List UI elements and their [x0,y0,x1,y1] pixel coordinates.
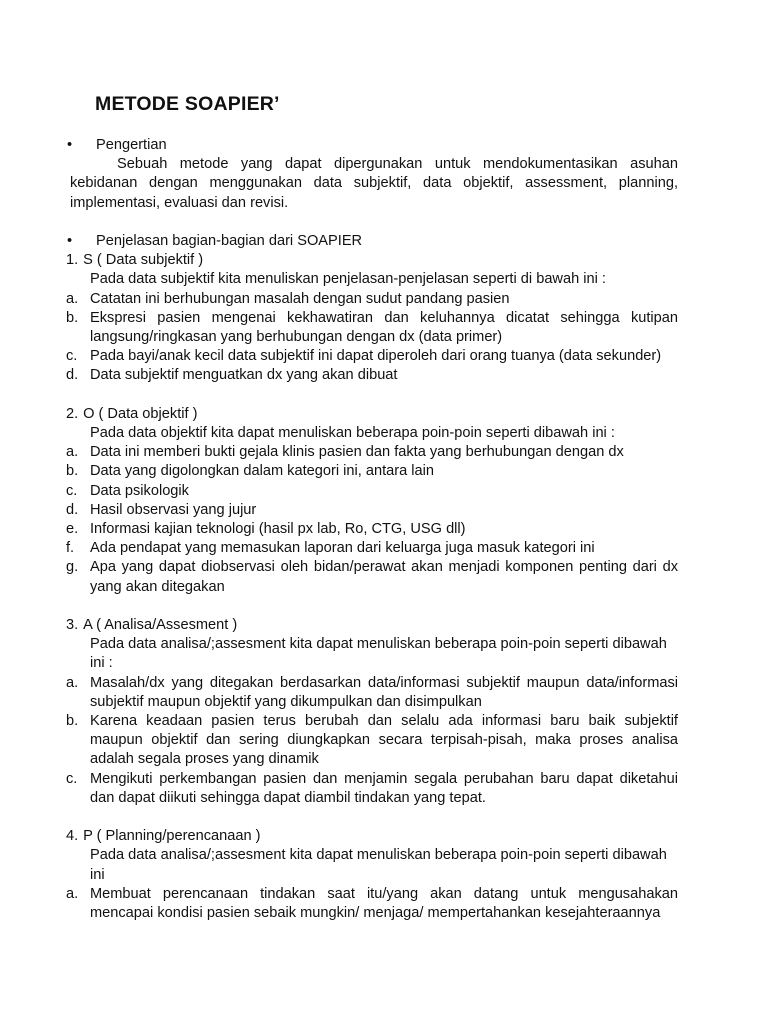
section-heading [66,405,678,424]
item-marker: b. [66,713,79,730]
section-title: O ( Data objektif ) [83,405,198,422]
item-marker: b. [66,463,79,480]
section-number: 4. [66,828,79,845]
item-marker: a. [66,444,79,461]
section-number: 1. [66,252,79,269]
section-heading-text [75,617,237,633]
section-intro: Pada data subjektif kita menuliskan penjelasan-penjelasan seperti di bawah ini : [90,271,606,288]
section-subjektif [66,251,678,385]
list-item [66,558,678,596]
pengertian-heading-line [66,136,678,155]
item-marker: a. [66,674,79,691]
list-item [66,770,678,808]
list-item [66,290,678,309]
item-marker: d. [66,501,79,518]
section-heading [66,827,678,846]
section-heading [66,616,678,635]
section-intro: Pada data analisa/;assesment kita dapat menuliskan beberapa poin-poin seperti dibawah ini : [90,636,667,672]
list-item [66,520,678,539]
item-marker: c. [66,770,78,787]
bullet-icon: • [67,137,73,153]
item-marker: g. [66,559,79,576]
section-analisa [66,616,678,808]
penjelasan-heading-line [66,232,678,251]
section-heading [66,251,678,270]
item-text: Apa yang dapat diobservasi oleh bidan/perawat akan menjadi komponen penting dari dx yang akan ditegakan [90,559,678,595]
section-heading-text [75,252,203,268]
item-marker: d. [66,367,79,384]
item-marker: e. [66,521,79,538]
item-marker: c. [66,482,78,499]
section-heading-text [75,828,261,844]
document-title: METODE SOAPIER’ [95,93,280,115]
item-text: Catatan ini berhubungan masalah dengan sudut pandang pasien [90,290,510,307]
item-text: Data ini memberi bukti gejala klinis pasien dan fakta yang berhubungan dengan dx [90,444,624,461]
list-item [66,462,678,481]
list-item [66,443,678,462]
section-planning [66,827,678,923]
pengertian-text: Sebuah metode yang dapat dipergunakan untuk mendokumentasikan asuhan kebidanan dengan menggunakan data subjektif, data objektif, assessment, planning, implementasi, evaluasi dan revisi. [70,156,678,211]
item-text: Data yang digolongkan dalam kategori ini, antara lain [90,463,434,480]
section-title: A ( Analisa/Assesment ) [83,617,238,634]
pengertian-heading: Pengertian [96,137,167,153]
item-marker: a. [66,290,79,307]
list-item [66,501,678,520]
item-text: Data subjektif menguatkan dx yang akan dibuat [90,367,398,384]
list-item [66,366,678,385]
item-text: Mengikuti perkembangan pasien dan menjamin segala perubahan baru dapat diketahui dan dapat diikuti sehingga dapat diambil tindakan yang tepat. [90,770,678,806]
section-heading-text [75,406,197,422]
bullet-icon: • [67,233,73,249]
item-text: Membuat perencanaan tindakan saat itu/yang akan datang untuk mengusahakan mencapai kondisi pasien sebaik mungkin/ menjaga/ mempertahankan kesejahteraannya [90,885,678,922]
section-objektif [66,405,678,597]
item-text: Ada pendapat yang memasukan laporan dari keluarga juga masuk kategori ini [90,540,595,557]
section-title: P ( Planning/perencanaan ) [83,828,261,845]
item-text: Ekspresi pasien mengenai kekhawatiran dan keluhannya dicatat sehingga kutipan langsung/ringkasan yang berhubungan dengan dx (data primer) [90,309,678,346]
item-marker: a. [66,885,79,902]
section-title: S ( Data subjektif ) [83,252,204,269]
document-body [66,136,678,923]
item-text: Data psikologik [90,482,189,499]
list-item [66,674,678,712]
item-marker: b. [66,309,79,326]
item-text: Karena keadaan pasien terus berubah dan selalu ada informasi baru baik subjektif maupun objektif dan sering diungkapkan secara terpisah-pisah, maka proses analisa adalah segala proses yang dinamik [90,713,678,768]
list-item [66,539,678,558]
penjelasan-heading: Penjelasan bagian-bagian dari SOAPIER [96,233,363,249]
item-marker: f. [66,540,75,557]
list-item [66,309,678,347]
item-marker: c. [66,348,78,365]
item-text: Masalah/dx yang ditegakan berdasarkan data/informasi subjektif maupun data/informasi subjektif maupun objektif yang dikumpulkan dan disimpulkan [90,674,678,710]
item-text: Hasil observasi yang jujur [90,501,257,518]
list-item [66,482,678,501]
section-number: 3. [66,617,79,634]
item-text: Pada bayi/anak kecil data subjektif ini dapat diperoleh dari orang tuanya (data sekunder) [90,348,662,365]
section-intro: Pada data analisa/;assesment kita dapat menuliskan beberapa poin-poin seperti dibawah ini [90,847,667,883]
section-number: 2. [66,405,79,422]
list-item [66,712,678,770]
list-item [66,885,678,923]
item-text: Informasi kajian teknologi (hasil px lab, Ro, CTG, USG dll) [90,521,466,538]
list-item [66,347,678,366]
section-intro: Pada data objektif kita dapat menuliskan beberapa poin-poin seperti dibawah ini : [90,425,615,442]
